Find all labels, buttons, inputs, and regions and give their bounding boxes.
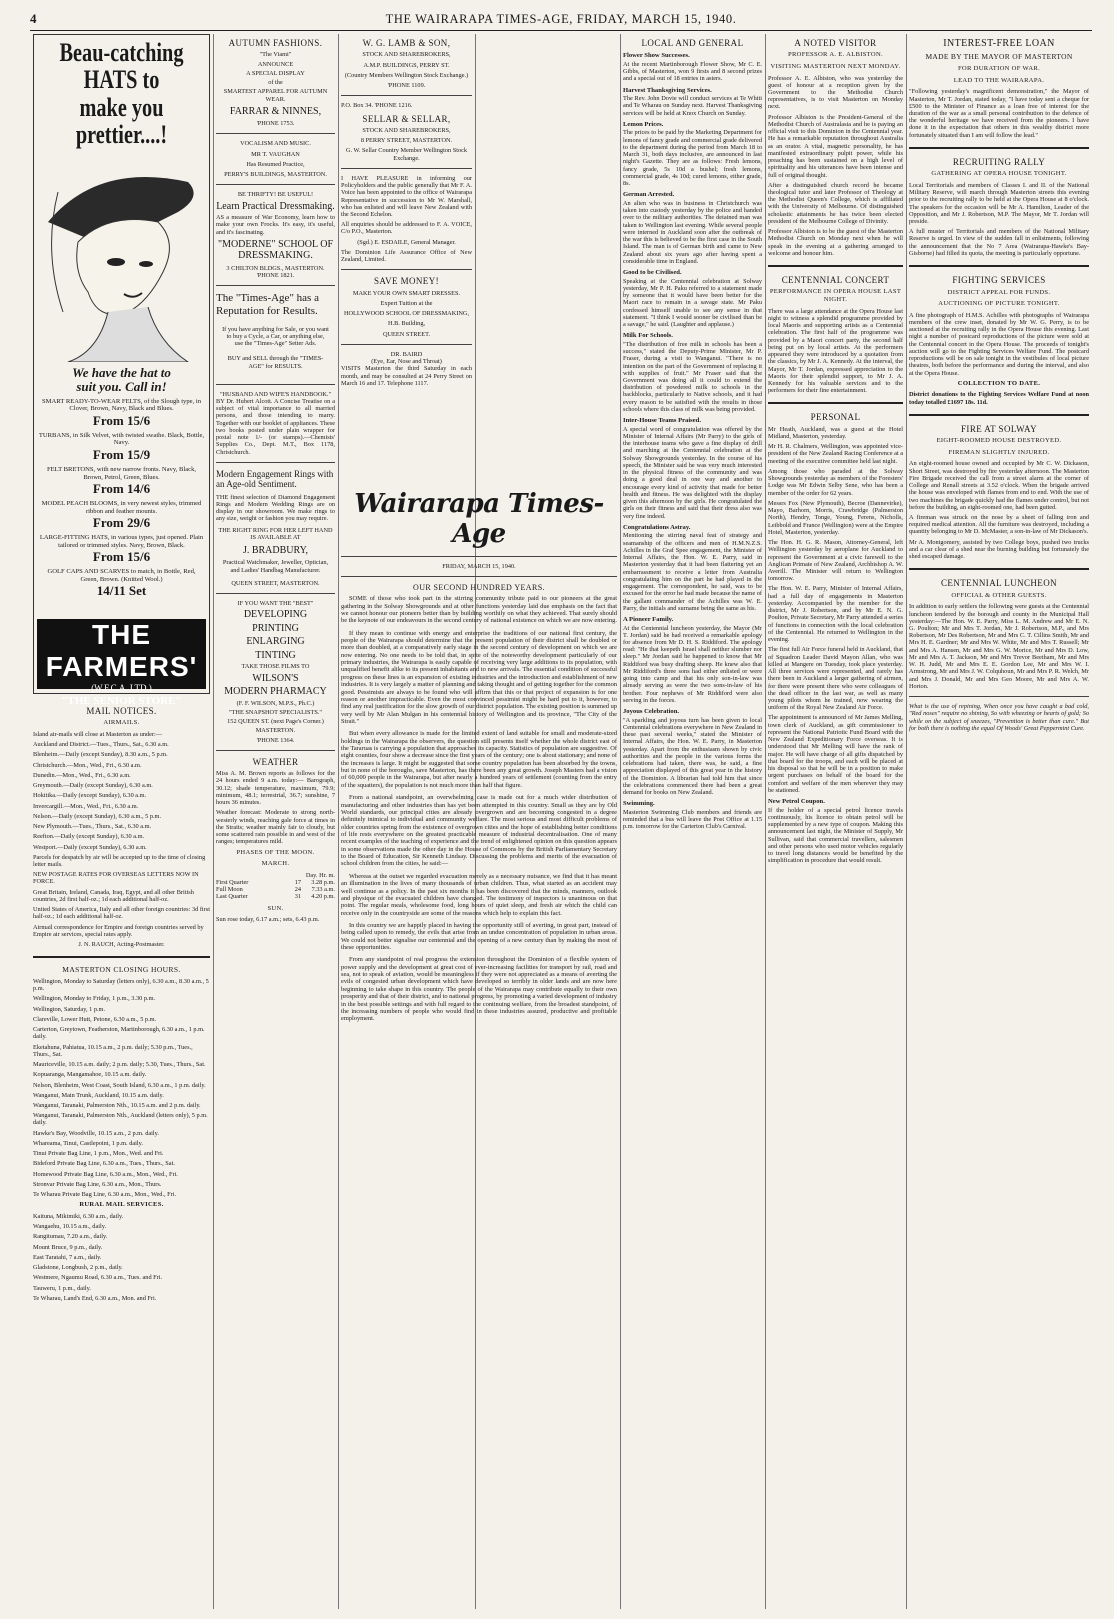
- moon-cell: Last Quarter: [216, 893, 248, 901]
- mail-line: NEW POSTAGE RATES FOR OVERSEAS LETTERS NOW IN FORCE.: [33, 871, 199, 886]
- hat-item-text: TURBANS, in Silk Velvet, with twisted swathe. Black, Bottle, Navy.: [38, 431, 205, 447]
- mail-line: Hokitika.—Daily (except Sunday), 6.30 a.m.: [33, 792, 147, 800]
- personal-paragraph: The appointment is announced of Mr James Melling, town clerk of Auckland, as gift commissioner to represent the National Patriotic Fund Board with the New Zealand Expeditionary Force overseas. It is understood that Mr Melling will have the rank of major. He will have charge of all gifts dispatched by that board for the troops, and each will be placed at his disposal so that he will be in a position to make urgent purchases on behalf of the board for the comfort and welfare of the men wherever they may be stationed.: [768, 714, 903, 794]
- moon-cell: 4.20 p.m.: [311, 893, 335, 901]
- closing-line: Carterton, Greytown, Featherston, Martinborough, 6.30 a.m., 1 p.m. daily.: [33, 1026, 205, 1041]
- personal-paragraph: Mr H. R. Chalmers, Wellington, was appointed vice-president of the New Zealand Racing Conference at a meeting of the executive committee held last night.: [768, 443, 903, 465]
- money-line: MAKE YOUR OWN SMART DRESSES.: [352, 289, 461, 297]
- local-item-body: The Rev. John Dovie will conduct services at Te Whiti and Te Wharau on Sunday next. Harvest Thanksgiving services will be held at Knox Church on Sunday.: [623, 95, 762, 117]
- local-item-body: "The distribution of free milk in schools has been a success," stated the Deputy-Prime Minister, Mr P. Fraser, during a visit to Wanganui. "There is no intention on the part of the Government of replacing it with supplies of fruit." Mr Fraser said that the Government was doing all it could to extend the distribution of powdered milk to schools in the backblocks, particularly to Native schools, and it had every reason to be satisfied with the results in those schools where this class of milk was being provided.: [623, 340, 762, 413]
- personal-title: PERSONAL: [810, 412, 861, 423]
- visitor-sub-2: VISITING MASTERTON NEXT MONDAY.: [770, 62, 901, 70]
- hat-item-text: SMART READY-TO-WEAR FELTS, of the Slough type, in Clover, Brown, Navy, Black and Blues.: [41, 397, 202, 413]
- closing-line: Whareama, Tinui, Castlepoint, 1 p.m. daily.: [33, 1139, 143, 1147]
- fighting-title: FIGHTING SERVICES: [952, 275, 1046, 286]
- rally-paragraph: Local Territorials and members of Classes I. and II. of the National Military Reserve, will march through Masterton streets this evening prior to the recruiting rally to be held at the Opera House at 8 o'clock. The speakers for the occasion will be Mr A. Hamilton, Leader of the Opposition, and Mr J. Robertson, M.P. The Mayor, Mr T. Jordan will preside.: [909, 181, 1089, 226]
- rally-body: [909, 182, 1089, 257]
- lamb-line: STOCK AND SHAREBROKERS,: [362, 51, 451, 59]
- lamb-lines: [341, 51, 472, 89]
- closing-line: Tinui Private Bag Line, 1 p.m., Mon., Wed. and Fri.: [33, 1150, 164, 1158]
- local-item-body: "A sparkling and joyous turn has been given to local Centennial celebrations everywhere in New Zealand in these past several weeks," stated the Minister of Internal Affairs, the Hon. W. E. Parry, in Masterton yesterday. Apart from the enthusiasm shown by civic authorities and the people in the various forms the celebrations had taken, there was, he said, a fine appreciation displayed of this great year in the history of the Dominion. A librarian had told him that since the celebrations commenced there had been a great demand for books on New Zealand.: [623, 716, 762, 797]
- lamb-title: W. G. LAMB & SON,: [362, 38, 451, 48]
- fire-sub-1: EIGHT-ROOMED HOUSE DESTROYED.: [936, 437, 1062, 445]
- local-item-body: An alien who was in business in Christchurch was taken into custody yesterday by the police and handed over to the military authorities. The detained man was taken to Wellington last evening. While several people were interned in Auckland soon after the outbreak of the war this is believed to be the first case in the South Island. The man is of German birth and came to New Zealand about six years ago after having spent a considerable time in England.: [623, 199, 762, 265]
- airmails-title: AIRMAILS.: [103, 719, 140, 727]
- collection-title: COLLECTION TO DATE.: [957, 379, 1041, 387]
- moon-row: [216, 893, 335, 900]
- hat-item-price: From 29/6: [92, 515, 151, 531]
- farmers-logo-tag: "THE SENIOR STORE": [61, 695, 182, 708]
- husband-body: BY Dr. Hubert Alcott. A Concise Treatise on a subject of vital importance to all married persons, and those intending to marry. Together with our booklet of appliances. These two books posted under plain wrapper for postal note 1/- (or stamps).—Chemists' Supplies Co., Dept. M.T., Box 1178, Christchurch.: [216, 398, 335, 456]
- rings-body: THE finest selection of Diamond Engagement Rings and Modern Wedding Rings are on display in our showroom. We make rings to any size, weight or fashion you may require.: [216, 493, 335, 523]
- mail-line: Nelson.—Daily (except Sunday), 6.30 a.m., 5 p.m.: [33, 812, 162, 820]
- rural-line: Gladstone, Longbush, 2 p.m., daily.: [33, 1264, 123, 1272]
- photo-ad-line: TAKE THOSE FILMS TO: [241, 663, 310, 671]
- moon-cell: 7.33 a.m.: [311, 886, 335, 894]
- mail-line: United States of America, Italy and all other foreign countries: 3d first half-oz.; 1d each additional half-oz.: [33, 906, 210, 921]
- closing-line: Homewood Private Bag Line, 6.30 a.m., Mon., Wed., Fri.: [33, 1170, 178, 1178]
- moon-cell: 3.28 p.m.: [311, 878, 335, 886]
- closing-line: Bideford Private Bag Line, 6.30 a.m., Tues., Thurs., Sat.: [33, 1160, 175, 1168]
- moon-cell: Full Moon: [216, 886, 243, 894]
- times-age-ad-body: If you have anything for Sale, or you want to buy a Cycle, a Car, or anything else, use the "Times-Age" Setter Ads.: [222, 325, 329, 348]
- editorial-body: [341, 595, 617, 1022]
- mail-line: Blenheim.—Daily (except Sunday), 8.30 a.m., 5 p.m.: [33, 751, 168, 759]
- newspaper-title: THE WAIRARAPA TIMES-AGE, FRIDAY, MARCH 15, 1940.: [385, 12, 737, 26]
- closing-line: Wellington, Saturday, 1 p.m.: [33, 1005, 106, 1013]
- hats-tagline-2: suit you. Call in!: [76, 379, 167, 395]
- mail-notices-title: MAIL NOTICES.: [86, 706, 157, 716]
- fire-paragraph: Mr A. Montgomery, assisted by two College boys, pushed two trucks and a car clear of a shed near the burning building but fortunately the shed escaped damage.: [909, 538, 1089, 561]
- closing-line: Mauriceville, 10.15 a.m. daily; 2 p.m. daily; 5.30, Tues., Thurs., Sat.: [33, 1061, 206, 1069]
- photo-ad-line: WILSON'S: [252, 672, 299, 684]
- autumn-line: A SPECIAL DISPLAY: [246, 69, 305, 77]
- column-2: [216, 34, 335, 1606]
- column-3-ads: [341, 34, 472, 474]
- baird-title: DR. BAIRD: [390, 350, 423, 358]
- fighting-sub-2: AUCTIONING OF PICTURE TONIGHT.: [938, 300, 1060, 308]
- times-age-ad-title: The "Times-Age" has a Reputation for Results.: [216, 292, 319, 317]
- farmers-logo: [37, 619, 206, 708]
- money-line: H.B. Building,: [387, 320, 426, 328]
- mail-line: Greymouth.—Daily (except Sunday), 6.30 a.m.: [33, 782, 153, 790]
- closing-line: Te Wharau Private Bag Line, 6.30 a.m., Mon., Wed., Fri.: [33, 1191, 177, 1199]
- local-item-head: Swimming.: [623, 800, 655, 808]
- fire-body: [909, 460, 1089, 560]
- photo-ad-line: 152 QUEEN ST. (next Page's Corner.): [227, 718, 324, 726]
- mail-lines: [33, 731, 210, 938]
- autumn-line: of the: [268, 79, 283, 87]
- mail-line: Parcels for despatch by air will be accepted up to the time of closing letter mails.: [33, 853, 206, 868]
- collection-body: District donations to the Fighting Services Welfare Fund at noon today totalled £1697 18s. 11d.: [909, 391, 1089, 406]
- rural-line: Wangaehu, 10.15 a.m., daily.: [33, 1223, 107, 1231]
- mail-sign: J. N. RAUCH, Acting-Postmaster.: [78, 941, 165, 949]
- personal-body: [768, 426, 903, 794]
- editorial-block: [341, 490, 617, 1606]
- visitor-title: A NOTED VISITOR: [794, 38, 877, 48]
- editorial-paragraph: From any standpoint of real progress the extension throughout the Dominion of a flexible system of power supply and the development at great cost of ever-increasing facilities for transport by rail, road and sea, not to speak of aviation, would be meaningless if they were not appreciated as a means of averting the evils of congested urban development which have developed so terribly in older lands and are now here beginning to take shape in this country. The people of the Wairarapa may contribute equally to their own prosperity and that of their district, and to national progress, by promoting a varied development of industry in the best possible settings and with full regard to the continuing welfare, from the broadest standpoint, of the increasing numbers of people who would find in these industries assured, productive and profitable employment.: [341, 956, 617, 1023]
- husband-title: "HUSBAND AND WIFE'S HANDBOOK.": [219, 390, 332, 398]
- sellar-line: STOCK AND SHAREBROKERS,: [362, 126, 451, 134]
- local-item-body: At the recent Martinborough Flower Show, Mr C. E. Gibbs, of Masterton, won 9 firsts and 8 second prizes and a special out of 18 entries in asters.: [623, 60, 762, 83]
- farmers-logo-name: THE FARMERS': [45, 619, 198, 682]
- money-line: QUEEN STREET.: [382, 330, 431, 338]
- concert-title: CENTENNIAL CONCERT: [781, 275, 890, 286]
- local-item-body: Mentioning the stirring naval feat of strategy and seamanship of the officers and men of H.M.N.Z.S. Achilles in the Graf Spee engagement, the Minister of Internal Affairs, the Hon. W. E. Parry, said in Masterton yesterday that it had been flattering yet an embarrassment to receive a letter from Australia congratulating him on the part he had played in the engagement. The correspondent, he said, was to be excused for the error he had made because the name of the gallant commander of the Achilles was W. E. Parry, the initials and surname being the same as his.: [623, 532, 762, 612]
- column-1: [33, 34, 210, 1606]
- loan-body: "Following yesterday's magnificent demonstration," the Mayor of Masterton, Mr T. Jordan, stated today, "I have today sent a cheque for £500 to the Minister of Finance as a loan free of interest for the duration of the war as a small personal contribution to the defence of the wonderful heritage we have received from the pioneers. I have done it in the expectation that others in this wealthy district more fortunately situated than I am will follow the lead.": [909, 88, 1089, 139]
- hats-tagline-1: We have the hat to: [72, 365, 171, 381]
- fighting-body: A fine photograph of H.M.S. Achilles with photographs of Wairarapa members of the crew inset, donated by Mr W. G. Perry, is to be auctioned at the recruiting rally in the Opera House this evening. Last night a number of postcard reproductions of the picture were sold at the Centennial concert in the Opera House. The proceeds of tonight's auction will go to the Fighting Services Welfare Fund. The postcard reproductions will be on sale tonight in the vestibules of local picture theatres, both before the performance and during the interval, and also at the Opera House.: [909, 311, 1089, 377]
- rural-title: RURAL MAIL SERVICES.: [79, 1201, 164, 1209]
- visitor-body: [768, 75, 903, 258]
- visitor-sub-1: PROFESSOR A. E. ALBISTON.: [788, 51, 883, 59]
- luncheon-sub: OFFICIAL & OTHER GUESTS.: [951, 591, 1047, 599]
- mail-line: Invercargill.—Mon., Wed., Fri., 6.30 a.m.: [33, 802, 139, 810]
- sun-line: Sun rose today, 6.17 a.m.; sets, 6.43 p.m.: [216, 916, 320, 924]
- personal-paragraph: Among those who paraded at the Solway Showgrounds yesterday as members of the Foresters' Lodge was Mr Edwin Selby Sene, who has been a member of the order for 62 years.: [768, 467, 903, 497]
- closing-line: Wellington, Monday to Saturday (letters only), 6.30 a.m., 8.30 a.m., 5 p.m.: [33, 977, 209, 993]
- voice-address: All enquiries should be addressed to F. A. VOICE, C/o P.O., Masterton.: [341, 221, 472, 236]
- concert-body: [768, 308, 903, 395]
- hat-item-price: From 15/6: [92, 549, 151, 565]
- photo-ad-line: TINTING: [255, 649, 296, 661]
- autumn-phone: 'PHONE 1753.: [256, 120, 295, 128]
- lamb-line: A.M.P. BUILDINGS, PERRY ST.: [363, 61, 450, 69]
- hat-item-text: FELT BRETONS, with new narrow fronts. Navy, Black, Brown, Petrol, Green, Blues.: [46, 465, 197, 481]
- masthead: Wairarapa Times-Age: [354, 490, 604, 549]
- autumn-line: SMARTEST APPAREL FOR AUTUMN WEAR.: [223, 88, 328, 103]
- hat-item-price: 14/11 Set: [96, 583, 147, 599]
- moon-cell: First Quarter: [216, 878, 249, 886]
- hats-headline-1: Beau-catching HATS to: [59, 38, 184, 95]
- closing-line: Clareville, Lower Hutt, Petone, 6.30 a.m., 5 p.m.: [33, 1015, 157, 1023]
- local-item-head: Harvest Thanksgiving Services.: [623, 86, 712, 94]
- local-item-body: The prices to be paid by the Marketing Department for lemons of fancy grade and commercial grade delivered to the department during the period from March 18 to March 31, both days inclusive, are announced in last night's Gazette. They are as follows: Fresh lemons, fancy grade, 5s 10d a bushel; fresh lemons, commercial grade, 4s 10d; cured lemons, either grade, 8s.: [623, 129, 762, 188]
- money-line: HOLLYWOOD SCHOOL OF DRESSMAKING,: [343, 310, 470, 318]
- mail-line: Auckland and District.—Tues., Thurs., Sat., 6.30 a.m.: [33, 741, 169, 749]
- page-number: 4: [30, 11, 37, 26]
- dress-body: AS a measure of War Economy, learn how to make your own Frocks. It's easy, it's useful, and it's fascinating.: [216, 214, 335, 236]
- vocal-lines: [216, 151, 335, 179]
- rural-line: Te Wharau, Land's End, 6.30 a.m., Mon. and Fri.: [33, 1294, 157, 1302]
- baird-body: VISITS Masterton the third Saturday in each month, and may be consulted at 24 Perry Street on March 16 and 17. Telephone 1117.: [341, 365, 472, 387]
- rings-shop: J. BRADBURY,: [242, 544, 309, 556]
- loan-sub-1: MADE BY THE MAYOR OF MASTERTON: [925, 51, 1073, 61]
- dress-title: Learn Practical Dressmaking.: [216, 200, 335, 212]
- peppermint-verse: What is the use of repining, When once you have caught a bad cold, "Red noses" require no shining, So with wheezing or hearts of gold; So while on the subject of sneezes, "Prevention is better than cure." But for both there is nothing the equal Of Woods' Great Peppermint Cure.: [909, 703, 1089, 732]
- fire-sub-2: FIREMAN SLIGHTLY INJURED.: [948, 448, 1050, 456]
- hat-item-price: From 15/6: [92, 412, 151, 428]
- visitor-paragraph: After a distinguished church record he became theological tutor and later Professor of Theology at the Methodist Queen's College, which is affiliated with the University of Melbourne. Of distinguished scholastic attainments he has twice been elected president of the Melbourne College of Divinity.: [768, 181, 903, 225]
- lamb-line: 'PHONE 1109.: [387, 82, 426, 90]
- loan-sub-3: LEAD TO THE WAIRARAPA.: [953, 76, 1045, 84]
- loan-title: INTEREST-FREE LOAN: [943, 38, 1055, 49]
- local-item-body: Masterton Swimming Club members and friends are reminded that a bus will leave the Post Office at 1.15 p.m. tomorrow for the Carterton Club's Carnival.: [623, 808, 762, 831]
- personal-paragraph: The first full Air Force funeral held in Auckland, that of Squadron Leader David Mayon Allan, who was killed at Mangere on Tuesday, took place yesterday. All three services were represented, and rarely has there been in Auckland a larger gathering of airmen, for there were present there who were colleagues of the dead officer in the last war, as well as many young pilots whom he trained, now wearing the uniform of the Royal New Zealand Air Force.: [768, 646, 903, 712]
- closing-line: Wanganui, Main Trunk, Auckland, 10.15 a.m. daily.: [33, 1091, 164, 1099]
- loan-sub-2: FOR DURATION OF WAR.: [957, 65, 1041, 73]
- mail-line: Dunedin.—Mon., Wed., Fri., 6.30 a.m.: [33, 771, 131, 779]
- moon-head: Day. Hr. m.: [305, 871, 335, 879]
- baird-sub: (Eye, Ear, Nose and Throat): [371, 358, 442, 366]
- sellar-lines: [341, 127, 472, 162]
- rural-lines: [33, 1213, 210, 1302]
- mail-line: Airmail correspondence for Empire and foreign countries served by Empire air services, special rates apply.: [33, 923, 204, 938]
- vocal-title: VOCALISM AND MUSIC.: [240, 140, 311, 148]
- lamb-line: (Country Members Wellington Stock Exchange.): [344, 71, 469, 79]
- money-title: SAVE MONEY!: [374, 276, 439, 287]
- rally-title: RECRUITING RALLY: [952, 156, 1046, 167]
- hats-advertisement: [33, 34, 210, 708]
- rural-line: Tauweru, 1 p.m., daily.: [33, 1284, 91, 1292]
- hats-headline-2: make you prettier....!: [75, 92, 168, 149]
- personal-paragraph: Messrs Fox (New Plymouth), Becroe (Dannevirke), Mayo, Barhorn, Morris, Crawbridge (Palmerston North), Hendry, Tonge, Young, Ferens, Nicholls, Leibbold and France (Wellington) were at the Empire Hotel, Masterton, yesterday.: [768, 499, 903, 536]
- sellar-title: SELLAR & SELLAR,: [362, 113, 451, 124]
- mail-line: Reefton.—Daily (except Sunday), 6.30 a.m.: [33, 833, 145, 841]
- luncheon-title: CENTENNIAL LUNCHEON: [941, 578, 1057, 589]
- local-item-head: Inter-House Teams Praised.: [623, 417, 701, 425]
- moon-cell: 31: [294, 893, 301, 901]
- closing-line: Kopuaranga, Mangamahoe, 10.15 a.m. daily.: [33, 1071, 147, 1079]
- petrol-body: If the holder of a special petrol licence travels continuously, his licence to obtain petrol will be supplemented by a new type of coupon. Making this announcement last night, the Minister of Supply, Mr Sullivan, said that commercial travellers, salesmen and other persons who used motor vehicles regularly to travel long distances would be benefited by the simplification in procedure that would result.: [768, 806, 903, 865]
- moon-row: [216, 879, 335, 886]
- autumn-line: "The Viami": [259, 51, 292, 59]
- column-5: [768, 34, 903, 1606]
- personal-paragraph: Mr Heath, Auckland, was a guest at the Hotel Midland, Masterton, yesterday.: [768, 425, 903, 441]
- fighting-sub-1: DISTRICT APPEAL FOR FUNDS.: [947, 288, 1051, 296]
- concert-sub: PERFORMANCE IN OPERA HOUSE LAST NIGHT.: [769, 288, 902, 304]
- local-general-title: LOCAL AND GENERAL: [641, 38, 744, 48]
- hat-item-text: MODEL PEACH BLOOMS, in very newest styles, trimmed ribbon and feather mounts.: [41, 500, 202, 515]
- rally-sub: GATHERING AT OPERA HOUSE TONIGHT.: [931, 170, 1067, 178]
- moon-cell: 17: [294, 878, 301, 886]
- luncheon-body: In addition to early settlers the following were guests at the Centennial luncheon tendered by the borough and county in the Municipal Hall yesterday:—The Hon. W. E. Parry, Miss L. M. Andrew and Mr E. N. G. Poulton; Mr and Mrs T. Jordan, Mr J. Robertson, M.P., and Mrs Robertson, Mr Des Robertson, Mr and Mrs C. T. Cillins Smith, Mr and Mrs H. E. Gardner; Mr and Mrs W. White, Mr and Mrs T. Russell; Mr and Mrs A. Hansen, Mr and Mrs G. W. Morice, Mr and Mrs D. Low, Mr and Mrs A. T. Jackson, Mr and Mrs Trevor Beetham, Mr and Mrs W. H. Judd, Mr and Mrs E. E. Gordon Lee, Mr and Mrs W. I. Armstrong, Mr and Mrs J. W. Colquhoun, Mr and Mrs P. R. Welch, Mr and Mrs J. Donald, Mr and Mrs Geo Moore, Mr and Mrs A. W. Horton.: [909, 603, 1089, 690]
- dress-address: 3 CHILTON BLDGS., MASTERTON. 'PHONE 1821.: [226, 264, 325, 280]
- fire-paragraph: An eight-roomed house owned and occupied by Mr C. W. Dickason, Short Street, was destroyed by fire yesterday afternoon. The Masterton Fire Brigade received the call from a street alarm at the corner of College and Renall streets at 3.52 o'clock. When the brigade arrived the house was enveloped with flames from end to end. With the use of two machines the brigade quickly had the flames under control, but not before the building, an eight-roomed one, had been gutted.: [909, 460, 1089, 511]
- photo-ad-line: ENLARGING: [246, 636, 305, 648]
- hat-item-text: GOLF CAPS AND SCARVES to match, in Bottle, Red, Green, Brown. (Knitted Wool.): [47, 568, 196, 583]
- visitor-paragraph: Professor Albiston is the President-General of the Methodist Church of Australasia and he is paying an official visit to this Dominion in the Centennial year. He has a remarkable reputation throughout Australia as an orator. A vital, magnetic personality, he has manifested extraordinary pulpit power, while his preaching has been sustained on a high level of spirituality and his utterances have been intense and full of original thought.: [768, 113, 903, 179]
- moon-row: [216, 886, 335, 893]
- column-6: [909, 34, 1089, 1606]
- closing-line: Stronvar Private Bag Line, 6.30 a.m., Mon., Thurs.: [33, 1180, 162, 1188]
- hat-lady-illustration: [38, 152, 206, 362]
- closing-line: Wanganui, Taranaki, Palmerston Nth., Auckland (letters only), 5 p.m. daily.: [33, 1112, 208, 1127]
- autumn-line: ANNOUNCE: [257, 60, 294, 68]
- local-item-head: Milk For Schools.: [623, 332, 673, 340]
- rings-address: QUEEN STREET, MASTERTON.: [231, 579, 320, 587]
- hat-item-text: LARGE-FITTING HATS, in various types, just opened. Plain tailored or trimmed styles. Navy, Brown, Black.: [39, 534, 204, 549]
- sellar-line: 8 PERRY STREET, MASTERTON.: [360, 137, 453, 145]
- mail-line: Island air-mails will close at Masterton as under:—: [33, 730, 163, 738]
- moon-month: MARCH.: [261, 860, 290, 868]
- photo-ad-line: PRINTING: [252, 622, 299, 634]
- rings-title: Modern Engagement Rings with an Age-old Sentiment.: [216, 468, 334, 490]
- fire-paragraph: A fireman was struck on the nose by a sheet of falling iron and required medical attention. All the furniture was destroyed, including a quantity belonging to Mr D. McMaster, a son-in-law of Mr Dickason's.: [909, 513, 1089, 536]
- dress-head: BE THRIFTY! BE USEFUL!: [237, 191, 314, 199]
- photo-ad-line: IF YOU WANT THE "BEST": [237, 600, 314, 608]
- photo-ad-line: MASTERTON.: [255, 727, 296, 735]
- hat-items-list: [38, 398, 205, 600]
- closing-line: Hawke's Bay, Woodville, 10.15 a.m., 2 p.m. daily.: [33, 1129, 159, 1137]
- editorial-paragraph: If they mean to continue with energy and enterprise the traditions of our national first century, the people of the Wairarapa should determine that the present population of their district shall be doubled or more than doubled, at a comparatively early stage in the second century of development on which we are now entering. No one needs to be told that, in spite of the noteworthy development particularly of our primary industries, the Wairarapa is easily capable of receiving very large additions to its population, with unqualified benefit alike to its present inhabitants and to new arrivals. The essential condition of successful progress on these lines is an expansion of existing industries and the introduction and establishment of new industries. It is very largely a matter of planning and taking thought and of getting together for the common good. Pessimists are always to be found who will affirm that this or that project of expansion is for one reason or another impracticable. Even the most convinced pessimist might be hard put to it, however, to find any real justification for the slow growth of our district population. The existing position is summed up very well by Mr Alan Mulgan in his centennial history of Wellington and its province, "The City of the Strait.": [341, 629, 617, 725]
- vocal-line: Has Resumed Practice,: [246, 160, 305, 168]
- editorial-title: OUR SECOND HUNDRED YEARS.: [413, 583, 545, 593]
- voice-sign: (Sgd.) E. ESDAILE, General Manager.: [357, 238, 456, 246]
- mail-line: Westport.—Daily (except Sunday), 6.30 a.m.: [33, 843, 147, 851]
- closing-line: Nelson, Blenheim, West Coast, South Island, 6.30 a.m., 1 p.m. daily.: [33, 1081, 206, 1089]
- photo-ad-line: (F. F. WILSON, M.P.S., Ph.C.): [236, 699, 315, 707]
- closing-hours-title: MASTERTON CLOSING HOURS.: [62, 965, 181, 975]
- page-header: [30, 6, 1092, 31]
- vocal-line: PERRY'S BUILDINGS, MASTERTON.: [224, 171, 327, 179]
- personal-paragraph: The Hon. H. G. R. Mason, Attorney-General, left Wellington yesterday by aeroplane for Auckland to represent the Government at a civic farewell to the Anglican Primate of New Zealand, Archbishop A. W. Averill. The Minister will return to Wellington tomorrow.: [768, 539, 903, 583]
- sellar-top: P.O. Box 34. 'PHONE 1216.: [341, 102, 413, 110]
- fire-title: FIRE AT SOLWAY: [961, 423, 1037, 434]
- rural-line: Westmere, Ngaumu Road, 6.30 a.m., Tues. and Fri.: [33, 1274, 163, 1282]
- editorial-paragraph: SOME of those who took part in the stirring community tribute paid to our pioneers at the great gathering in the Solway Showgrounds and at other functions yesterday laid due emphasis on the fact that we cannot honour our pioneers better than by building worthily on what they achieved. That surely should be the keynote of our endeavours in the second century of national existence on which we are now entering.: [341, 595, 617, 625]
- mail-line: New Plymouth.—Tues., Thurs., Sat., 6.30 a.m.: [33, 823, 152, 831]
- voice-company: The Dominion Life Assurance Office of New Zealand, Limited.: [341, 248, 472, 264]
- editorial-paragraph: In this country we are happily placed in having the opportunity still of averting, in great part, instead of being called upon to remedy, the evils that arise from an undue concentration of population in urban areas. We could not better signalise our centennial and the opening of a new century than by making the most of these opportunities.: [341, 921, 617, 952]
- rural-line: Rangitumau, 7.20 a.m., daily.: [33, 1233, 108, 1241]
- local-item-head: Lemon Prices.: [623, 120, 664, 128]
- local-item-body: A special word of congratulation was offered by the Minister of Internal Affairs (Mr Parry) to the girls of the interhouse teams who gave a fine display of drill and marching at the Centennial celebration at the Solway Showgrounds yesterday. In the course of his speech, the Minister said he was very much interested in the physical fitness of the community and was doing a good deal in one way and another to encourage every kind of activity that made for better health and fitness. He was delighted with the display given this afternoon by the girls. He congratulated the girls on their fitness and said that their dress also was very fine indeed.: [623, 425, 762, 520]
- moon-cell: 24: [294, 886, 301, 894]
- mail-line: Christchurch.—Mon., Wed., Fri., 6.30 a.m.: [33, 761, 142, 769]
- moon-table: [216, 879, 335, 901]
- local-item-body: At the Centennial luncheon yesterday, the Mayor (Mr T. Jordan) said he had received a remarkable apology for absence from Mr D. H. S. Riddiford. The apology read: "He that keepeth Israel shall neither slumber nor sleep." Mr Jordan said he happened to know that Mr Riddiford was busy drafting sheep. He knew also that Mr Riddiford's three sons had either enlisted or were going into camp and that his only son-in-law was already serving as were the two sons-in-law of his brother. Four nephews of Mr Riddiford were also serving in the forces.: [623, 624, 762, 704]
- rally-paragraph: A full muster of Territorials and members of the National Military Reserve is urged. In view of the sudden fall in enlistments, following the announcement that the No 7 Area (Wairarapa-Hawke's Bay-Gisborne) had filled its quota, the meeting is particularly opportune.: [909, 228, 1089, 257]
- moon-title: PHASES OF THE MOON.: [236, 848, 315, 856]
- weather-title: WEATHER: [252, 756, 299, 767]
- editorial-paragraph: But when every allowance is made for the limited extent of land suitable for small and moderate-sized holdings in the Wairarapa the observers, the question still presents itself whether the whole district east of the Tararuas is carrying a population that approaches its capacity. Statistics of population are suggestive. Of eight counties, four show a decrease since the first years of the century; one is about stationary; and none of the increases is large. It might be suggested that some country population has been absorbed by the towns, but in none of the boroughs, save Masterton, has there been any great growth. Joseph Masters had a vision of 60,000 people in the Wairarapa, but after nearly a hundred years of settlement (counting from the entry of the squatters), the population is not much more than half that figure.: [341, 730, 617, 789]
- autumn-title: AUTUMN FASHIONS.: [228, 38, 323, 48]
- photo-lines: [216, 600, 335, 744]
- vocal-line: MR T. VAUGHAN: [251, 150, 300, 158]
- closing-lines: [33, 978, 210, 1198]
- visitor-paragraph: Professor Albiston is to be the guest of the Masterton Methodist Church on Monday next when he will speak in the evening at a gathering arranged to welcome and honour him.: [768, 228, 903, 257]
- autumn-lines: [216, 51, 335, 102]
- column-4: [480, 34, 617, 484]
- weather-body: Miss A. M. Brown reports as follows for the 24 hours ended 9 a.m. today:— Barograph, 30.12; shade temperature, maximum, 79.9; minimum, 48.1; terrestrial, 36.7; sunshine, 7 hours 36 minutes.: [216, 770, 335, 807]
- personal-paragraph: The Hon. W. E. Parry, Minister of Internal Affairs, had a full day of engagements in Masterton yesterday. Accompanied by the member for the district, Mr J. Robertson, and by Mr E. N. G. Poulton, Private Secretary, Mr Parry attended a series of functions in connection with the local celebration of the Centennial. He returned to Wellington in the evening.: [768, 585, 903, 644]
- times-age-ad-foot: BUY and SELL through the "TIMES-AGE" for RESULTS.: [227, 355, 324, 370]
- closing-line: Eketahuna, Pahiatua, 10.15 a.m., 2 p.m. daily; 5.30 p.m., Tues., Thurs., Sat.: [33, 1043, 193, 1058]
- photo-ad-line: 'PHONE 1364.: [256, 736, 295, 744]
- mail-line: Great Britain, Ireland, Canada, Iraq, Egypt, and all other British countries, 2d first half-oz.; 1d each additional half-oz.: [33, 888, 194, 903]
- money-lines: [341, 290, 472, 338]
- rural-line: Mount Bruce, 9 p.m., daily.: [33, 1243, 103, 1251]
- local-item-head: A Pioneer Family.: [623, 615, 674, 623]
- masthead-date: FRIDAY, MARCH 15, 1940.: [442, 562, 516, 570]
- editorial-paragraph: Whereas at the outset we regarded evacuation merely as a necessary nuisance, we find that it has meant an illumination in the lives of many thousands of urban children. Thus, what started as an accident may well continue as a policy. In the past six months it has been discovered that the minds, manners, outlook and physique of the evacuated children have changed. The testimony of inspectors is unanimous on that point. The regular meals, wholesome food, long hours of quiet sleep, and fresh air which the child can receive only in the countryside are some of the reasons which help to explain this fact.: [341, 872, 617, 917]
- sellar-line: G. W. Sellar Country Member Wellington Stock Exchange.: [345, 147, 468, 162]
- local-item-head: Congratulations Astray.: [623, 523, 691, 531]
- editorial-paragraph: From a national standpoint, an overwhelming case is made out for a much wider distribution of manufacturing and other industries than has yet been attempted in this country. Small as they are by Old World standards, our principal cities are already overgrown and are becoming congested in a degree definitely inimical to individual and community welfare. The most serious and most difficult problems of older countries spring from the existence of overgrown cities and the hope of establishing better conditions of life rests everywhere on the greatest practicable measure of industrial decentralisation. One of many recent examples of the teaching of experience and the trend of enlightened opinion on this question appears in some observations made the other day in the House of Commons by the British Parliamentary Secretary to the Board of Education, Sir Kenneth Lindsay. Discussing the problems and merits of the evacuation of school children from the cities, he said:—: [341, 794, 617, 868]
- photo-ad-line: "THE SNAPSHOT SPECIALISTS.": [228, 708, 323, 716]
- local-items: [623, 52, 762, 830]
- closing-line: Wellington, Monday to Friday, 1 p.m., 3.30 p.m.: [33, 995, 156, 1003]
- local-item-head: Good to be Civilised.: [623, 269, 682, 277]
- hat-item-price: From 14/6: [92, 481, 151, 497]
- sun-title: SUN.: [267, 904, 284, 912]
- hat-item-price: From 15/9: [92, 447, 151, 463]
- visitor-paragraph: Professor A. E. Albiston, who was yesterday the guest of honour at a reception given by the Government to the Methodist Church representatives, is to visit Masterton on Monday next.: [768, 74, 903, 111]
- local-general-column: [623, 34, 762, 1606]
- rural-line: East Taratahi, 7 a.m., daily.: [33, 1253, 102, 1261]
- local-item-head: German Arrested.: [623, 191, 675, 199]
- farmers-logo-sub: (W.F.C.A. LTD.): [91, 683, 152, 693]
- local-item-head: Flower Show Successes.: [623, 52, 690, 60]
- concert-paragraph: There was a large attendance at the Opera House last night to witness a splendid programme provided by local Maoris and supporting artists as a Centennial celebration. The first half of the programme was provided by a Maori concert party, the second half being put on by local artists. At the performers appeared they were introduced by a quotation from the classics, by Mr J. A. Kennedy. At the interval, the Mayor, Mr T. Jordan, expressed appreciation to the Maoris for their splendid support, to Mr J. A. Kennedy for his valuable services and to the performers for their fine entertainment.: [768, 307, 903, 395]
- rural-line: Kaituna, Mikimiki, 6.30 a.m., daily.: [33, 1212, 124, 1220]
- local-item-body: Speaking at the Centennial celebration at Solway yesterday, Mr P. H. Paku referred to a statement made by someone that it would have been better for the Maori race to remain in a savage state. Mr Paku confessed himself unable to see any sense in that statement. "I think I would sooner be civilised than be a savage," he said. (Laughter and applause.): [623, 277, 762, 329]
- local-item-head: Joyous Celebration.: [623, 708, 680, 716]
- money-line: Expert Tuition at the: [380, 299, 433, 307]
- rings-desc: Practical Watchmaker, Jeweller, Optician, and Ladies' Handbag Manufacturer.: [222, 559, 329, 574]
- rings-foot: THE RIGHT RING FOR HER LEFT HAND IS AVAILABLE AT: [218, 526, 333, 541]
- dress-school: "MODERNE" SCHOOL OF DRESSMAKING.: [217, 238, 334, 262]
- petrol-head: New Petrol Coupon.: [768, 798, 825, 806]
- weather-forecast: Weather forecast: Moderate to strong north-westerly winds, reaching gale force at times in the Straits; weather mainly fair to cloudy, but some scattered rain possible in and west of the ranges; temperatures mild.: [216, 809, 335, 846]
- autumn-shop: FARRAR & NINNES,: [229, 105, 322, 117]
- photo-ad-line: MODERN PHARMACY: [224, 686, 327, 698]
- closing-line: Wanganui, Taranaki, Palmerston Nth., 10.15 a.m. and 2 p.m. daily.: [33, 1101, 201, 1109]
- voice-body: I HAVE PLEASURE in informing our Policyholders and the public generally that Mr F. A. Voice has been appointed to the office of Wairarapa Representative in succession to Mr W. Marshall, who has enlisted and will leave New Zealand with the Second Echelon.: [341, 174, 472, 218]
- photo-ad-line: DEVELOPING: [243, 609, 308, 621]
